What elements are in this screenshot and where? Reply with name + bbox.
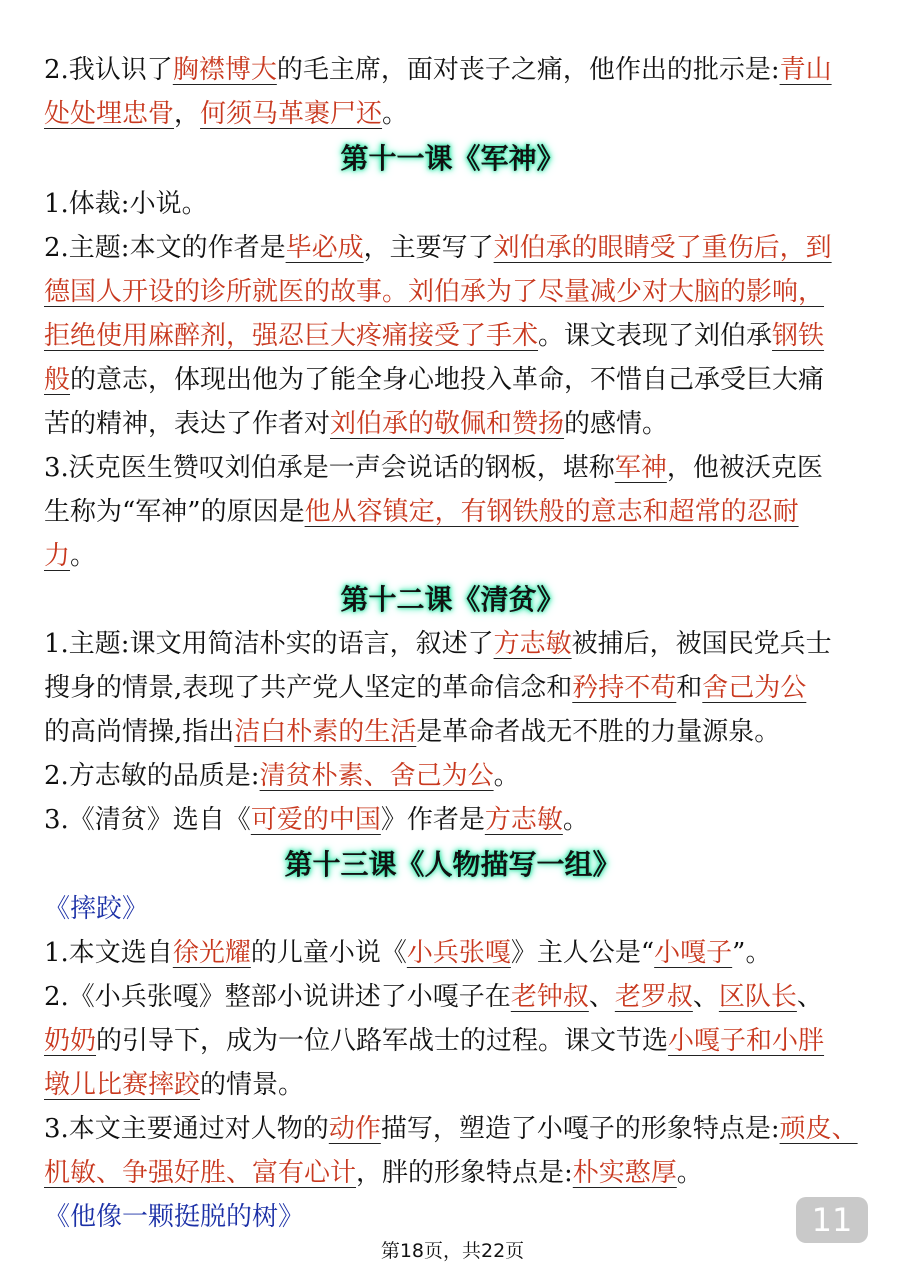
text-run: 3.《清贫》选自《	[44, 805, 251, 835]
highlighted-answer: 胸襟博大	[172, 55, 277, 85]
text-run: 的意志，体现出他为了能全身心地投入革命，不惜自己承受巨大痛	[70, 365, 825, 395]
paragraph	[44, 314, 869, 358]
text-run: 、	[692, 982, 719, 1012]
highlighted-answer: 德国人开设的诊所就医的故事。刘伯承为了尽量减少对大脑的影响，	[44, 277, 825, 307]
text-run: ”。	[732, 938, 772, 968]
text-run: 2.我认识了	[44, 55, 173, 85]
highlighted-answer: 矜持不苟	[572, 673, 677, 703]
paragraph	[44, 48, 869, 92]
subsection-title: 《摔跤》	[44, 894, 149, 924]
text-run: 描写，塑造了小嘎子的形象特点是:	[380, 1114, 780, 1144]
text-run: 2.方志敏的品质是:	[44, 761, 260, 791]
text-run: 。课文表现了刘伯承	[538, 321, 773, 351]
text-run: 1.体裁:小说。	[44, 189, 208, 219]
text-run: 3.本文主要通过对人物的	[44, 1114, 329, 1144]
paragraph	[44, 490, 869, 534]
highlighted-answer: 小嘎子和小胖	[668, 1026, 825, 1056]
highlighted-answer: 钢铁	[772, 321, 825, 351]
highlighted-answer: 青山	[779, 55, 832, 85]
highlighted-answer: 顽皮、	[779, 1114, 858, 1144]
paragraph	[44, 931, 869, 975]
text-run: ，主要写了	[363, 233, 494, 263]
paragraph	[44, 534, 869, 578]
paragraph	[44, 358, 869, 402]
lesson-heading-11: 第十一课《军神》	[340, 142, 565, 175]
highlighted-answer: 小嘎子	[654, 938, 733, 968]
highlighted-answer: 军神	[614, 453, 667, 483]
text-run: 1.主题:课文用简洁朴实的语言，叙述了	[44, 629, 494, 659]
paragraph	[44, 798, 869, 842]
highlighted-answer: 刘伯承的敬佩和赞扬	[330, 409, 565, 439]
highlighted-answer: 奶奶	[44, 1026, 97, 1056]
highlighted-answer: 般	[44, 365, 71, 395]
text-run: 、	[588, 982, 615, 1012]
highlighted-answer: 刘伯承的眼睛受了重伤后，到	[493, 233, 832, 263]
paragraph	[44, 270, 869, 314]
text-run: ，	[174, 99, 201, 129]
text-run: 搜身的情景,表现了共产党人坚定的革命信念和	[44, 673, 573, 703]
paragraph	[44, 710, 869, 754]
paragraph	[44, 1019, 869, 1063]
highlighted-answer: 拒绝使用麻醉剂，强忍巨大疼痛接受了手术	[44, 321, 539, 351]
highlighted-answer: 小兵张嘎	[406, 938, 511, 968]
paragraph	[44, 1063, 869, 1107]
paragraph	[44, 1107, 869, 1151]
highlighted-answer: 方志敏	[484, 805, 563, 835]
paragraph	[44, 1151, 869, 1195]
highlighted-answer: 墩儿比赛摔跤	[44, 1070, 201, 1100]
highlighted-answer: 力	[44, 541, 71, 571]
lesson-heading-12: 第十二课《清贫》	[340, 583, 565, 616]
text-run: 被捕后，被国民党兵士	[571, 629, 832, 659]
highlighted-answer: 清贫朴素、舍己为公	[259, 761, 494, 791]
highlighted-answer: 动作	[328, 1114, 381, 1144]
page-number-badge: 11	[796, 1197, 868, 1243]
text-run: 。	[562, 805, 589, 835]
text-run: 生称为“军神”的原因是	[44, 497, 305, 527]
subsection-title: 《他像一颗挺脱的树》	[44, 1202, 305, 1232]
highlighted-answer: 可爱的中国	[250, 805, 381, 835]
page-footer: 第18页，共22页	[380, 1240, 525, 1262]
lesson-heading-13: 第十三课《人物描写一组》	[284, 848, 621, 881]
text-run: ，胖的形象特点是:	[356, 1158, 573, 1188]
highlighted-answer: 区队长	[718, 982, 797, 1012]
text-run: 、	[796, 982, 823, 1012]
highlighted-answer: 何须马革裹尸还	[200, 99, 383, 129]
highlighted-answer: 朴实憨厚	[572, 1158, 677, 1188]
paragraph	[44, 622, 869, 666]
highlighted-answer: 处处埋忠骨	[44, 99, 175, 129]
text-run: 的引导下，成为一位八路军战士的过程。课文节选	[96, 1026, 669, 1056]
text-run: 》作者是	[380, 805, 485, 835]
paragraph	[44, 402, 869, 446]
text-run: 3.沃克医生赞叹刘伯承是一声会说话的钢板，堪称	[44, 453, 615, 483]
paragraph	[44, 975, 869, 1019]
text-run: 2.《小兵张嘎》整部小说讲述了小嘎子在	[44, 982, 511, 1012]
text-run: 的高尚情操,指出	[44, 717, 235, 747]
highlighted-answer: 舍己为公	[702, 673, 807, 703]
text-run: 。	[676, 1158, 703, 1188]
paragraph	[44, 92, 869, 136]
paragraph	[44, 226, 869, 270]
highlighted-answer: 老钟叔	[510, 982, 589, 1012]
text-run: 》主人公是“	[510, 938, 655, 968]
text-run: 是革命者战无不胜的力量源泉。	[416, 717, 781, 747]
highlighted-answer: 毕必成	[285, 233, 364, 263]
text-run: 1.本文选自	[44, 938, 173, 968]
highlighted-answer: 他从容镇定，有钢铁般的意志和超常的忍耐	[304, 497, 799, 527]
highlighted-answer: 老罗叔	[614, 982, 693, 1012]
paragraph	[44, 182, 869, 226]
text-run: 的感情。	[564, 409, 669, 439]
text-run: 的情景。	[200, 1070, 305, 1100]
highlighted-answer: 洁白朴素的生活	[234, 717, 417, 747]
text-run: 的儿童小说《	[250, 938, 407, 968]
text-run: 。	[382, 99, 409, 129]
text-run: ，他被沃克医	[666, 453, 823, 483]
highlighted-answer: 徐光耀	[172, 938, 251, 968]
paragraph	[44, 666, 869, 710]
text-run: 2.主题:本文的作者是	[44, 233, 286, 263]
paragraph	[44, 754, 869, 798]
highlighted-answer: 方志敏	[493, 629, 572, 659]
text-run: 和	[676, 673, 703, 703]
text-run: 。	[70, 541, 97, 571]
paragraph	[44, 446, 869, 490]
highlighted-answer: 机敏、争强好胜、富有心计	[44, 1158, 357, 1188]
text-run: 苦的精神，表达了作者对	[44, 409, 331, 439]
text-run: 的毛主席，面对丧子之痛，他作出的批示是:	[276, 55, 780, 85]
text-run: 。	[493, 761, 520, 791]
